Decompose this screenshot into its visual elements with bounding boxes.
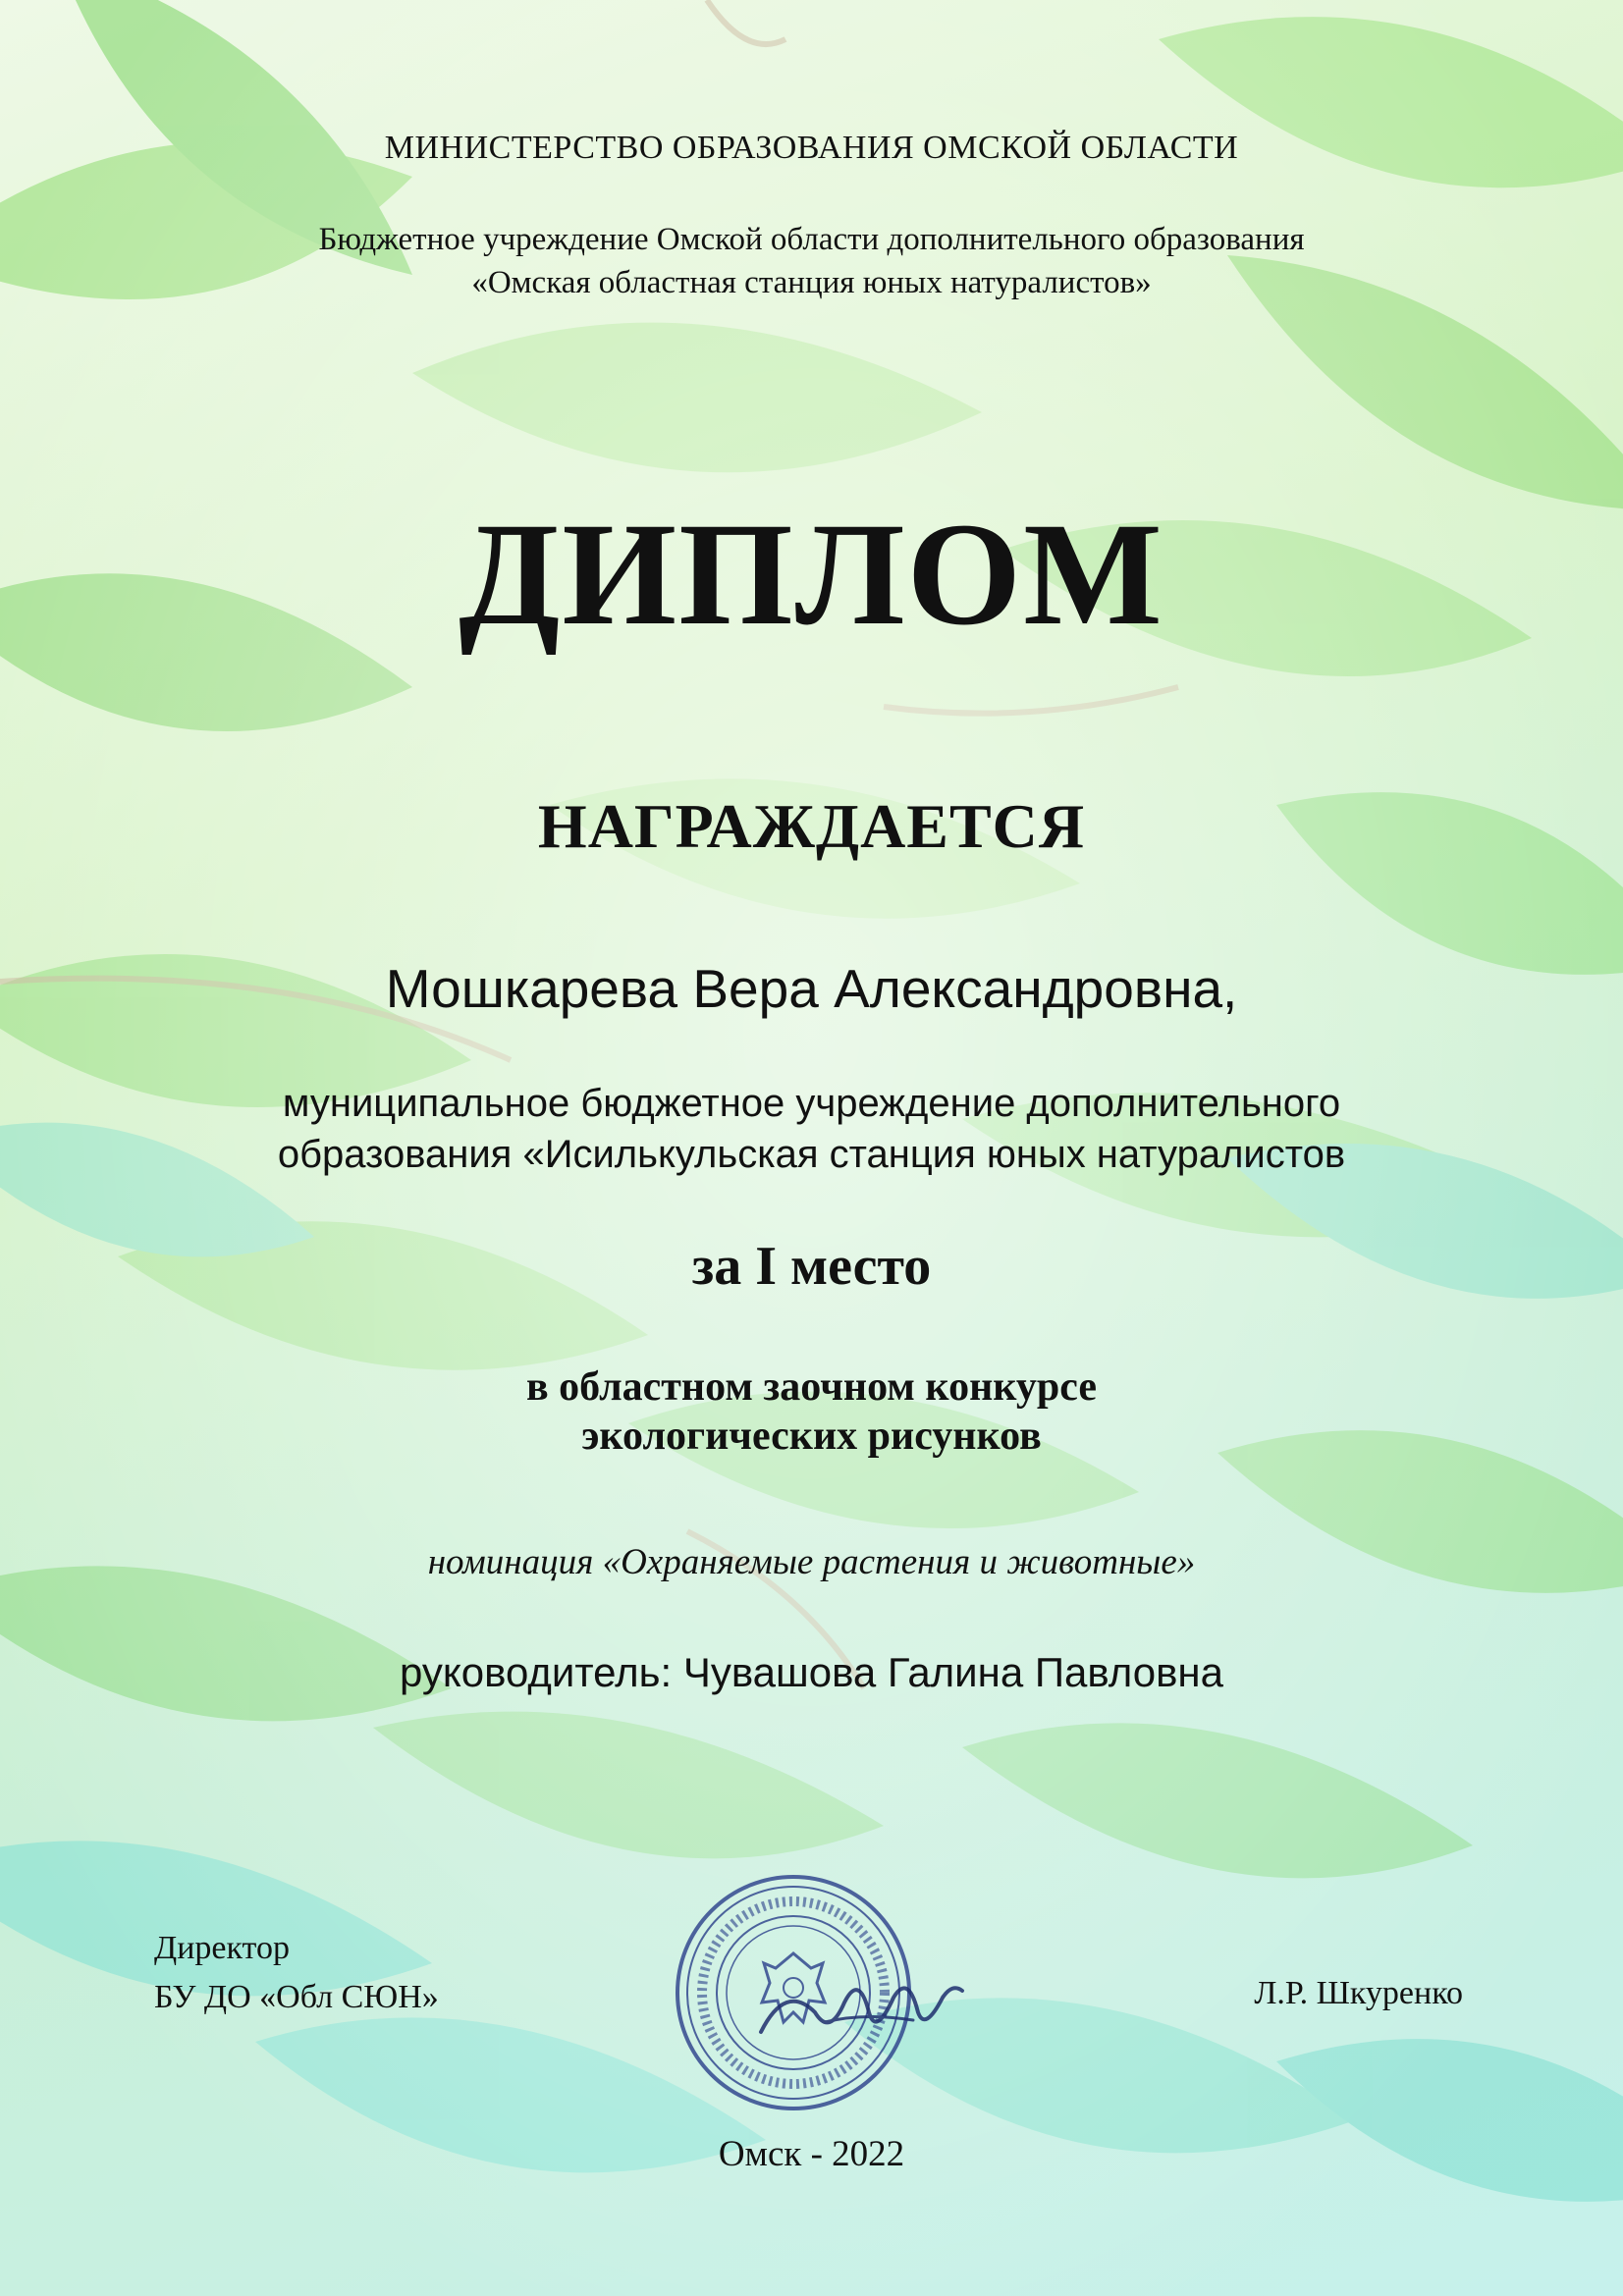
recipient-institution [0, 1078, 1623, 1180]
contest-line-1: в областном заочном конкурсе [525, 1364, 1098, 1410]
award-place: за I место [691, 1236, 932, 1297]
nomination: номинация «Охраняемые растения и животные» [427, 1542, 1196, 1582]
institution-line-2: образования «Исилькульская станция юных натуралистов [277, 1133, 1346, 1176]
awarded-label: НАГРАЖДАЕТСЯ [537, 791, 1086, 861]
diploma-title: ДИПЛОМ [459, 493, 1164, 656]
organization-line-2: «Омская областная станция юных натуралистов» [471, 265, 1152, 300]
director-title: Директор [154, 1930, 290, 1966]
organization-line-1: Бюджетное учреждение Омской области дополнительного образования [318, 222, 1305, 257]
city-year: Омск - 2022 [718, 2134, 905, 2174]
contest-name [0, 1362, 1623, 1461]
official-seal-icon [668, 1865, 992, 2120]
director-organization: БУ ДО «Обл СЮН» [154, 1979, 439, 2015]
leader-name: руководитель: Чувашова Галина Павловна [400, 1649, 1223, 1695]
institution-line-1: муниципальное бюджетное учреждение дополнительного [282, 1082, 1341, 1125]
recipient-name: Мошкарева Вера Александровна, [385, 958, 1238, 1019]
director-position [154, 1924, 439, 2022]
contest-line-2: экологических рисунков [581, 1414, 1042, 1459]
ministry-name: МИНИСТЕРСТВО ОБРАЗОВАНИЯ ОМСКОЙ ОБЛАСТИ [384, 130, 1239, 166]
organization-name [0, 218, 1623, 304]
signer-name: Л.Р. Шкуренко [1254, 1975, 1463, 2011]
